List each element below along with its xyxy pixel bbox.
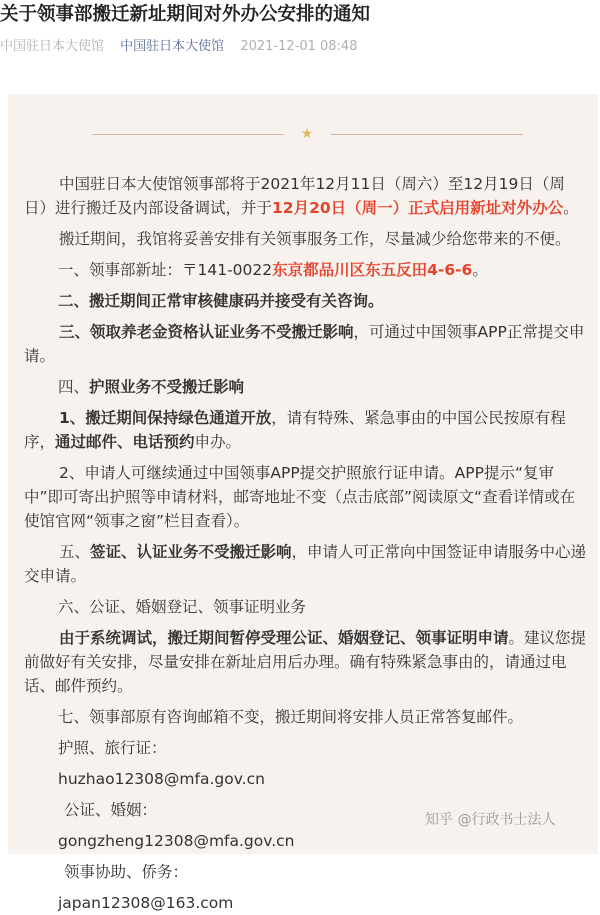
item-health-code: 二、搬迁期间正常审核健康码并接受有关咨询。 xyxy=(58,292,384,310)
consular-email-label: 领事协助、侨务： xyxy=(64,863,189,881)
passport-email: huzhao12308@mfa.gov.cn xyxy=(58,770,265,788)
account-link[interactable]: 中国驻日本大使馆 xyxy=(120,39,225,54)
publish-time: 2021-12-01 08:48 xyxy=(240,39,358,54)
notice-card xyxy=(8,94,598,912)
divider-left xyxy=(92,134,284,135)
notary-email: gongzheng12308@mfa.gov.cn xyxy=(58,832,295,850)
paragraph-intro: 中国驻日本大使馆领事部将于2021年12月11日（周六）至12月19日（周日）进行搬迁及内部设备调试，并于12月20日（周一）正式启用新址对外办公。 xyxy=(24,175,579,217)
passport-email-label: 护照、旅行证： xyxy=(58,739,167,757)
item-visa: 五、签证、认证业务不受搬迁影响，申请人可正常向中国签证申请服务中心递交申请。 xyxy=(24,543,587,585)
item-email: 七、领事部原有咨询邮箱不变，搬迁期间将安排人员正常答复邮件。 xyxy=(58,708,524,726)
item-passport-heading: 四、护照业务不受搬迁影响 xyxy=(58,378,245,396)
item-pension: 三、领取养老金资格认证业务不受搬迁影响，可通过中国领事APP正常提交申请。 xyxy=(24,323,585,365)
notary-email-label: 公证、婚姻： xyxy=(64,801,158,819)
article-meta xyxy=(0,37,357,57)
highlight-date: 12月20日（周一）正式启用新址对外办公 xyxy=(272,199,564,217)
item-notary-suspension: 由于系统调试，搬迁期间暂停受理公证、婚姻登记、领事证明申请。建议您提前做好有关安排，尽量安排在新址启用后办理。确有特殊紧急事由的，请通过电话、邮件预约。 xyxy=(24,629,587,695)
star-icon: ★ xyxy=(300,126,314,142)
article-title: 关于领事部搬迁新址期间对外办公安排的通知 xyxy=(0,4,371,25)
watermark: 知乎 @行政书士法人 xyxy=(425,812,556,828)
article-author: 中国驻日本大使馆 xyxy=(0,39,105,54)
item-notary-heading: 六、公证、婚姻登记、领事证明业务 xyxy=(58,598,307,616)
item-passport-app: 2、申请人可继续通过中国领事APP提交护照旅行证申请。APP提示“复审中”即可寄出护照等申请材料，邮寄地址不变（点击底部”阅读原文“查看详情或在使馆官网“领事之窗”栏目查看）。 xyxy=(24,464,576,530)
item-new-address: 一、领事部新址：〒141-0022东京都品川区东五反田4-6-6。 xyxy=(58,261,488,279)
paragraph-apology: 搬迁期间，我馆将妥善安排有关领事服务工作，尽量减少给您带来的不便。 xyxy=(59,230,571,248)
highlight-address: 东京都品川区东五反田4-6-6 xyxy=(272,261,473,279)
notice-content xyxy=(24,172,588,915)
consular-email: japan12308@163.com xyxy=(58,894,234,912)
item-passport-green-channel: 1、搬迁期间保持绿色通道开放，请有特殊、紧急事由的中国公民按原有程序，通过邮件、电话预约申办。 xyxy=(24,409,566,451)
divider-right xyxy=(331,134,523,135)
